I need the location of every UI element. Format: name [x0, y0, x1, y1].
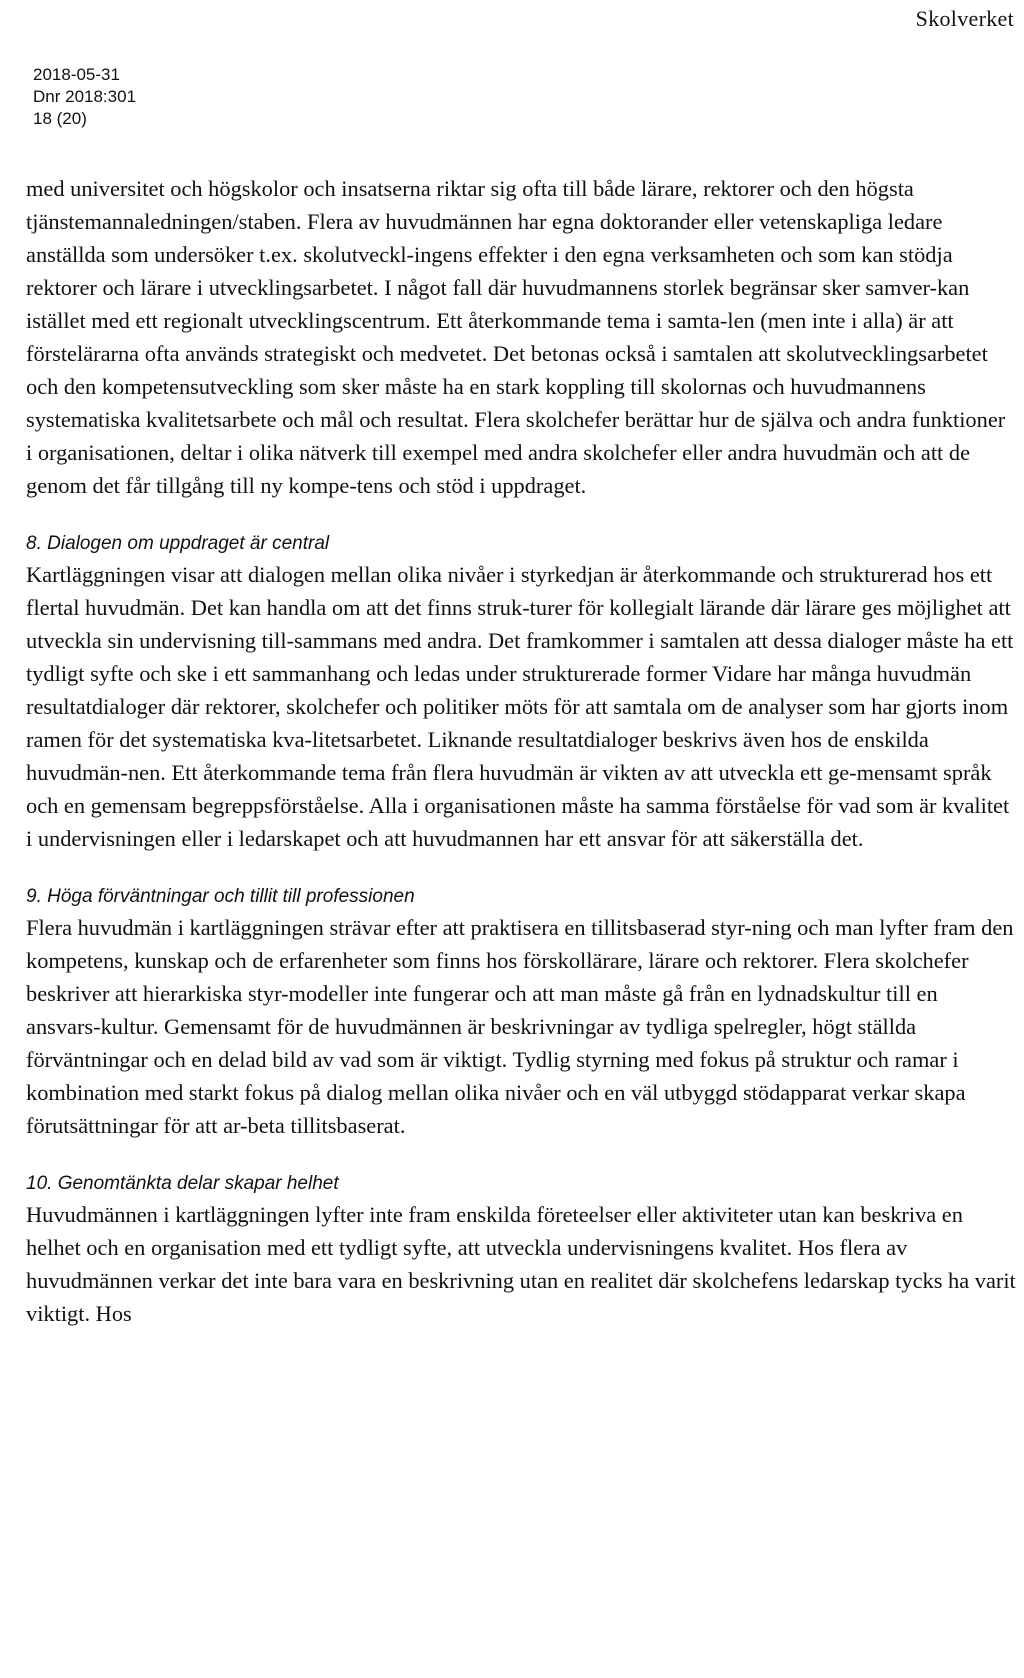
section-heading: 8. Dialogen om uppdraget är central	[26, 533, 330, 554]
section-heading: 10. Genomtänkta delar skapar helhet	[26, 1173, 339, 1194]
intro-paragraph: med universitet och högskolor och insatserna riktar sig ofta till både lärare, rektorer och den högsta tjänstemannaledningen/staben. Flera av huvudmännen har egna doktorander eller vetenskapliga ledare anställda som undersöker t.ex. skolutveckl-ingens effekter i den egna verksamheten och som kan stödja rektorer och lärare i utvecklingsarbetet. I något fall där huvudmannens storlek begränsar sker samver-kan istället med ett regionalt utvecklingscentrum. Ett återkommande tema i samta-len (men inte i alla) är att förstelärarna ofta används strategiskt och medvetet. Det betonas också i samtalen att skolutvecklingsarbetet och den kompetensutveckling som sker måste ha en stark koppling till skolornas och huvudmannens systematiska kvalitetsarbete och mål och resultat. Flera skolchefer berättar hur de själva och andra funktioner i organisationen, deltar i olika nätverk till exempel med andra skolchefer eller andra huvudmän och att de genom det får tillgång till ny kompe-tens och stöd i uppdraget.	[26, 176, 1006, 498]
section-paragraph: Huvudmännen i kartläggningen lyfter inte fram enskilda företeelser eller aktiviteter utan kan beskriva en helhet och en organisation med ett tydligt syfte, att utveckla undervisningens kvalitet. Hos flera av huvudmännen verkar det inte bara vara en beskrivning utan en realitet där skolchefens ledarskap tycks ha varit viktigt. Hos	[26, 1202, 1016, 1326]
document-reference: Dnr 2018:301	[33, 87, 137, 106]
section-paragraph: Flera huvudmän i kartläggningen strävar efter att praktisera en tillitsbaserad styr-ning och man lyfter fram den kompetens, kunskap och de erfarenheter som finns hos förskollärare, lärare och rektorer. Flera skolchefer beskriver att hierarkiska styr-modeller inte fungerar och att man måste gå från en lydnadskultur till en ansvars-kultur. Gemensamt för de huvudmännen är beskrivningar av tydliga spelregler, högt ställda förväntningar och en delad bild av vad som är viktigt. Tydlig styrning med fokus på struktur och ramar i kombination med starkt fokus på dialog mellan olika nivåer och en väl utbyggd stödapparat verkar skapa förutsättningar för att ar-beta tillitsbaserat.	[26, 915, 1014, 1138]
section-paragraph: Kartläggningen visar att dialogen mellan olika nivåer i styrkedjan är återkommande och strukturerad hos ett flertal huvudmän. Det kan handla om att det finns struk-turer för kollegialt lärande där lärare ges möjlighet att utveckla sin undervisning till-sammans med andra. Det framkommer i samtalen att dessa dialoger måste ha ett tydligt syfte och ske i ett sammanhang och ledas under strukturerade former Vidare har många huvudmän resultatdialoger där rektorer, skolchefer och politiker möts för att samtala om de analyser som har gjorts inom ramen för det systematiska kva-litetsarbetet. Liknande resultatdialoger beskrivs även hos de enskilda huvudmän-nen. Ett återkommande tema från flera huvudmän är vikten av att utveckla ett ge-mensamt språk och en gemensam begreppsförståelse. Alla i organisationen måste ha samma förståelse för vad som är kvalitet i undervisningen eller i ledarskapet och att huvudmannen har ett ansvar för att säkerställa det.	[26, 562, 1014, 851]
document-body	[26, 172, 1016, 1330]
document-date: 2018-05-31	[33, 65, 120, 84]
document-meta	[33, 64, 136, 130]
section-heading: 9. Höga förväntningar och tillit till professionen	[26, 886, 415, 907]
page-number: 18 (20)	[33, 109, 87, 128]
organization-name: Skolverket	[915, 6, 1014, 31]
